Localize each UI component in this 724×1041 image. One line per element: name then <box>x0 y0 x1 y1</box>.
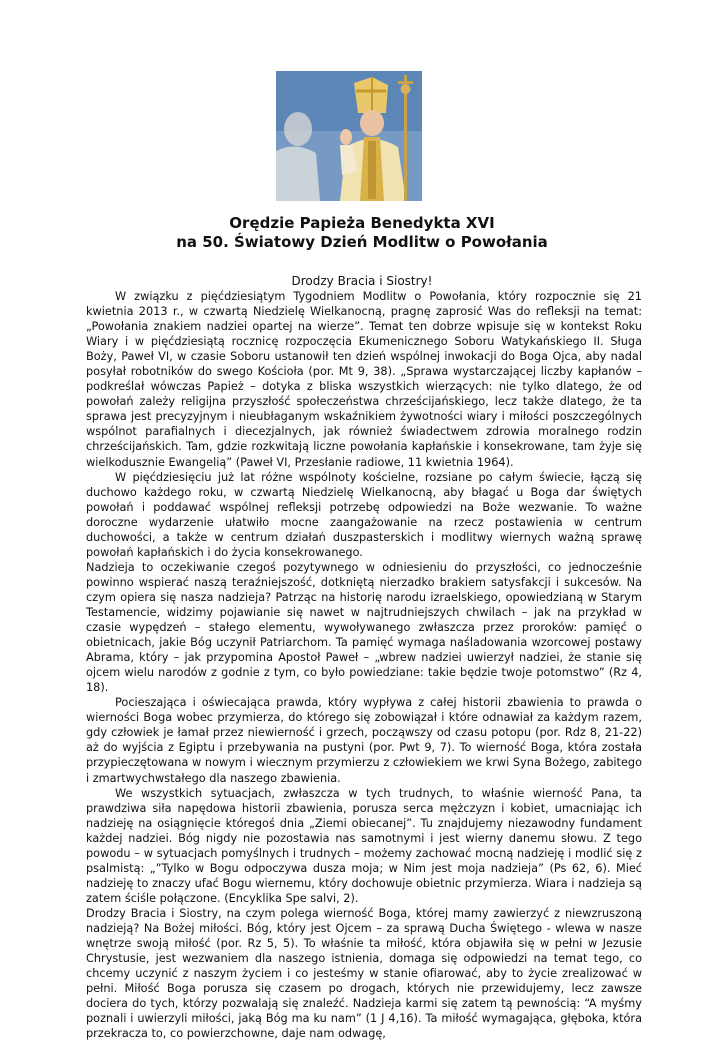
paragraph: Drodzy Bracia i Siostry, na czym polega wierność Boga, której mamy zawierzyć z niewzruszoną nadzieją? Na Bożej miłości. Bóg, który jest Ojcem – za sprawą Ducha Świętego - wlewa w nasze wnętrze swoją miłość (por. Rz 5, 5). To właśnie ta miłość, która objawiła się w pełni w Jezusie Chrystusie, jest wezwaniem dla naszego istnienia, domaga się odpowiedzi na temat tego, co chcemy uczynić z naszym życiem i co jesteśmy w stanie ofiarować, aby to życie zrealizować w pełni. Miłość Boga porusza się czasem po drogach, których nie przewidujemy, lecz zawsze dociera do tych, którzy pozwalają się znaleźć. Nadzieja karmi się zatem tą pewnością: “A myśmy poznali i uwierzyli miłości, jaką Bóg ma ku nam” (1 J 4,16). Ta miłość wymagająca, głęboka, która przekracza to, co powierzchowne, daje nam odwagę, <box>86 906 642 1041</box>
paragraph: We wszystkich sytuacjach, zwłaszcza w tych trudnych, to właśnie wierność Pana, ta prawdziwa siła napędowa historii zbawienia, porusza serca mężczyzn i kobiet, umacniając ich nadzieję na osiągnięcie któregoś dnia „Ziemi obiecanej”. Tu znajdujemy niezawodny fundament każdej nadziei. Bóg nigdy nie pozostawia nas samotnymi i jest wierny danemu słowu. Z tego powodu – w sytuacjach pomyślnych i trudnych – możemy zachować mocną nadzieję i modlić się z psalmistą: „”Tylko w Bogu odpoczywa dusza moja; w Nim jest moja nadzieja” (Ps 62, 6). Mieć nadzieję to znaczy ufać Bogu wiernemu, który dochowuje obietnic przymierza. Wiara i nadzieja są zatem ściśle połączone. (Encyklika Spe salvi, 2). <box>86 786 642 905</box>
greeting: Drodzy Bracia i Siostry! <box>291 274 433 288</box>
paragraph: W pięćdziesięciu już lat różne wspólnoty kościelne, rozsiane po całym świecie, łączą się duchowo każdego roku, w czwartą Niedzielę Wielkanocną, aby błagać u Boga dar świętych powołań i poddawać wspólnej refleksji potrzebę odpowiedzi na Boże wezwanie. To ważne doroczne wydarzenie ułatwiło mocne zaangażowanie na rzecz postawienia w centrum duchowości, a także w centrum działań duszpasterskich i modlitwy wiernych ważną sprawę powołań kapłańskich i do życia konsekrowanego. <box>86 470 642 559</box>
paragraph: W związku z pięćdziesiątym Tygodniem Modlitw o Powołania, który rozpocznie się 21 kwietnia 2013 r., w czwartą Niedzielę Wielkanocną, pragnę zaprosić Was do refleksji na temat: „Powołania znakiem nadziei opartej na wierze”. Temat ten dobrze wpisuje się w kontekst Roku Wiary i w pięćdziesiątą rocznicę rozpoczęcia Ekumenicznego Soboru Watykańskiego II. Sługa Boży, Paweł VI, w czasie Soboru ustanowił ten dzień wspólnej inwokacji do Boga Ojca, aby nadal posyłał robotników do swego Kościoła (por. Mt 9, 38). „Sprawa wystarczającej liczby kapłanów – podkreślał wówczas Papież – dotyka z bliska wszystkich wierzących: nie tylko dlatego, że od powołań zależy religijna przyszłość społeczeństwa chrześcijańskiego, lecz także dlatego, że ta sprawa jest precyzyjnym i nieubłaganym wskaźnikiem żywotności wiary i miłości poszczególnych wspólnot parafialnych i diecezjalnych, jak również świadectwem zdrowia moralnego rodzin chrześcijańskich. Tam, gdzie rozkwitają liczne powołania kapłańskie i konsekrowane, tam żyje się wielkodusznie Ewangelią” (Paweł VI, Przesłanie radiowe, 11 kwietnia 1964). <box>86 290 642 469</box>
document-title <box>0 214 724 252</box>
title-line-2: na 50. Światowy Dzień Modlitw o Powołania <box>176 233 548 251</box>
pope-photo-illustration <box>276 71 422 201</box>
paragraph: Nadzieja to oczekiwanie czegoś pozytywnego w odniesieniu do przyszłości, co jednocześnie powinno wspierać naszą teraźniejszość, dotkniętą nierzadko brakiem satysfakcji i sukcesów. Na czym opiera się nasza nadzieja? Patrząc na historię narodu izraelskiego, opowiedzianą w Starym Testamencie, widzimy pojawianie się nawet w najtrudniejszych chwilach – jak na przykład w czasie wypędzeń – stałego elementu, wywoływanego zwłaszcza przez proroków: pamięć o obietnicach, jakie Bóg uczynił Patriarchom. Ta pamięć wymaga naśladowania wzorcowej postawy Abrama, który – jak przypomina Apostoł Paweł – „wbrew nadziei uwierzył nadziei, że stanie się ojcem wielu narodów z godnie z tym, co było powiedziane: takie będzie twoje potomstwo” (Rz 4, 18). <box>86 560 642 695</box>
paragraph: Pocieszająca i oświecająca prawda, który wypływa z całej historii zbawienia to prawda o wierności Boga wobec przymierza, do którego się zobowiązał i które odnawiał za każdym razem, gdy człowiek je łamał przez niewierność i grzech, począwszy od czasu potopu (por. Rdz 8, 21-22) aż do wyjścia z Egiptu i przebywania na pustyni (por. Pwt 9, 7). To wierność Boga, która została przypieczętowana w nowym i wiecznym przymierzu z człowiekiem we krwi Syna Bożego, zabitego i zmartwychwstałego dla naszego zbawienia. <box>86 696 642 785</box>
pope-photo <box>276 71 422 201</box>
title-line-1: Orędzie Papieża Benedykta XVI <box>229 214 495 232</box>
document-body <box>86 289 642 1041</box>
